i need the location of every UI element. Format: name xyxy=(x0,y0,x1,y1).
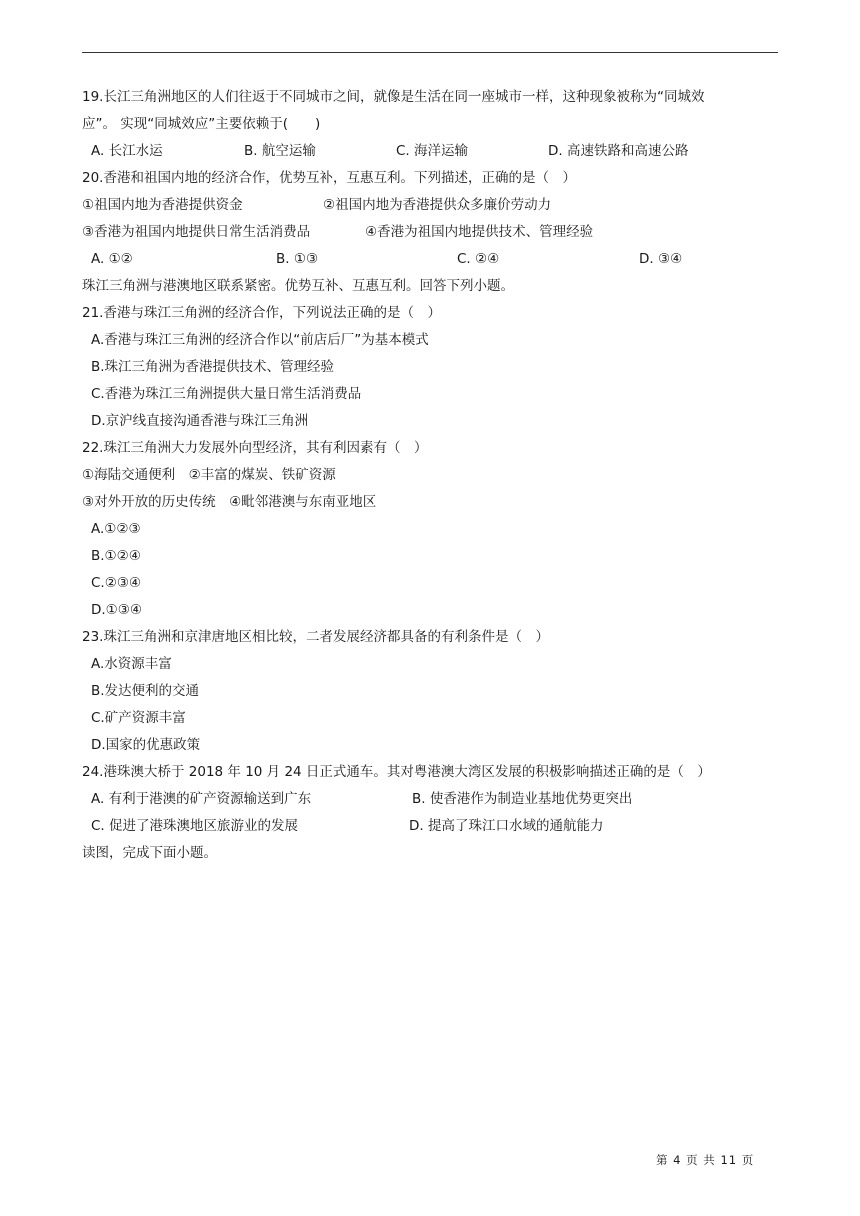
q24-option-c: C. 促进了港珠澳地区旅游业的发展 xyxy=(91,818,299,834)
q22-option-b: B.①②④ xyxy=(91,548,141,564)
q19-option-c: C. 海洋运输 xyxy=(396,143,469,159)
q19-stem-line2: 应”。 实现“同城效应”主要依赖于( ) xyxy=(82,116,321,132)
q19-stem-line1: 19.长江三角洲地区的人们往返于不同城市之间，就像是生活在同一座城市一样，这种现象被称为“同城效 xyxy=(82,89,705,105)
intro-21-22: 珠江三角洲与港澳地区联系紧密。优势互补、互惠互利。回答下列小题。 xyxy=(82,278,514,294)
q24-option-a: A. 有利于港澳的矿产资源输送到广东 xyxy=(91,791,312,807)
q24-option-b: B. 使香港作为制造业基地优势更突出 xyxy=(412,791,633,807)
q22-items-line2: ③对外开放的历史传统 ④毗邻港澳与东南亚地区 xyxy=(82,494,377,510)
q24-option-d: D. 提高了珠江口水域的通航能力 xyxy=(409,818,604,834)
q20-item-3: ③香港为祖国内地提供日常生活消费品 xyxy=(82,224,311,240)
q20-item-1: ①祖国内地为香港提供资金 xyxy=(82,197,243,213)
page-number-footer: 第 4 页 共 11 页 xyxy=(656,1153,755,1167)
q20-item-2: ②祖国内地为香港提供众多廉价劳动力 xyxy=(323,197,552,213)
q20-item-4: ④香港为祖国内地提供技术、管理经验 xyxy=(365,224,594,240)
q23-stem: 23.珠江三角洲和京津唐地区相比较，二者发展经济都具备的有利条件是（ ） xyxy=(82,629,549,645)
q22-items-line1: ①海陆交通便利 ②丰富的煤炭、铁矿资源 xyxy=(82,467,336,483)
q23-option-a: A.水资源丰富 xyxy=(91,656,172,672)
q24-stem: 24.港珠澳大桥于 2018 年 10 月 24 日正式通车。其对粤港澳大湾区发展的积极影响描述正确的是（ ） xyxy=(82,764,711,780)
q21-option-c: C.香港为珠江三角洲提供大量日常生活消费品 xyxy=(91,386,362,402)
q21-stem: 21.香港与珠江三角洲的经济合作，下列说法正确的是（ ） xyxy=(82,305,441,321)
q20-option-d: D. ③④ xyxy=(639,251,683,267)
q20-option-a: A. ①② xyxy=(91,251,133,267)
q23-option-b: B.发达便利的交通 xyxy=(91,683,200,699)
q19-option-b: B. 航空运输 xyxy=(244,143,316,159)
q23-option-c: C.矿产资源丰富 xyxy=(91,710,186,726)
q20-stem: 20.香港和祖国内地的经济合作，优势互补，互惠互利。下列描述，正确的是（ ） xyxy=(82,170,576,186)
q20-option-b: B. ①③ xyxy=(276,251,319,267)
q19-option-a: A. 长江水运 xyxy=(91,143,163,159)
q23-option-d: D.国家的优惠政策 xyxy=(91,737,201,753)
q20-option-c: C. ②④ xyxy=(457,251,500,267)
q22-option-a: A.①②③ xyxy=(91,521,141,537)
q22-option-d: D.①③④ xyxy=(91,602,142,618)
q22-stem: 22.珠江三角洲大力发展外向型经济，其有利因素有（ ） xyxy=(82,440,428,456)
header-rule xyxy=(82,52,778,53)
q21-option-a: A.香港与珠江三角洲的经济合作以“前店后厂”为基本模式 xyxy=(91,332,429,348)
q19-option-d: D. 高速铁路和高速公路 xyxy=(548,143,689,159)
q21-option-b: B.珠江三角洲为香港提供技术、管理经验 xyxy=(91,359,335,375)
q22-option-c: C.②③④ xyxy=(91,575,142,591)
closing-instruction: 读图，完成下面小题。 xyxy=(82,845,217,861)
q21-option-d: D.京沪线直接沟通香港与珠江三角洲 xyxy=(91,413,309,429)
